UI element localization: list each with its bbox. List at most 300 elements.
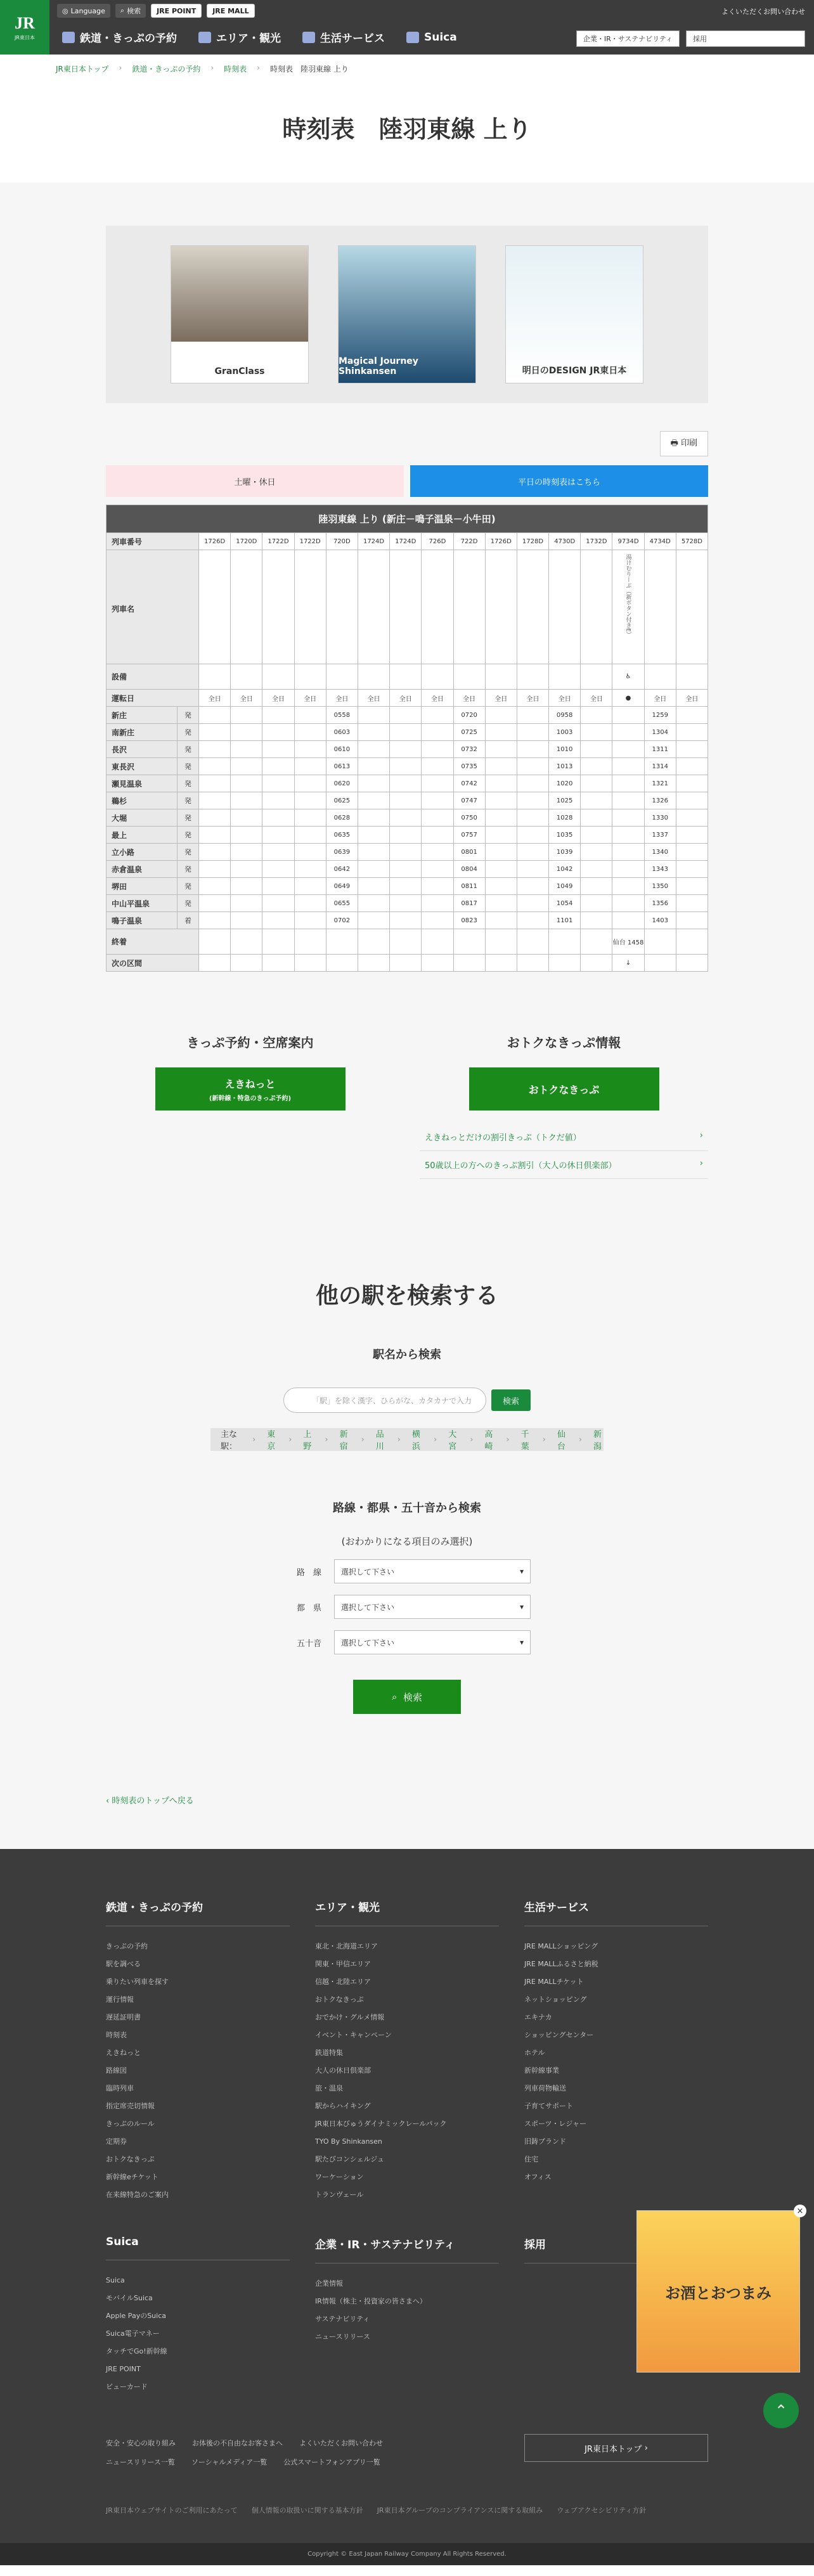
footer-link[interactable]: ホテル <box>524 2049 545 2057</box>
main-station-link[interactable]: 上野 <box>303 1430 312 1452</box>
breadcrumb-current: 時刻表 陸羽東線 上り <box>270 65 349 74</box>
footer-heading[interactable]: 企業・IR・サステナビリティ <box>315 2236 499 2264</box>
main-station-link[interactable]: 大宮 <box>448 1430 457 1452</box>
next-cell <box>199 955 231 972</box>
footer-link[interactable]: おトクなきっぷ <box>315 1995 364 2004</box>
search-icon: ⌕ <box>120 6 125 15</box>
language-button[interactable]: ◎ Language <box>57 4 110 18</box>
time-cell <box>581 741 612 758</box>
next-cell <box>676 955 707 972</box>
time-cell <box>612 741 644 758</box>
footer-link[interactable]: モバイルSuica <box>106 2294 153 2302</box>
time-cell <box>676 792 707 809</box>
footer-link[interactable]: エキナカ <box>524 2013 552 2021</box>
separator: › <box>325 1434 328 1445</box>
train-name-cell <box>485 550 517 664</box>
next-cell <box>422 955 453 972</box>
train-number[interactable]: 726D <box>422 533 453 550</box>
facility-cell <box>262 664 294 690</box>
station-name[interactable]: 中山平温泉 <box>107 895 178 912</box>
global-header <box>0 0 814 55</box>
recruit-button[interactable]: 採用 <box>686 30 805 47</box>
time-cell <box>390 844 422 861</box>
terminal-cell <box>231 929 262 955</box>
jr-top-button[interactable]: JR東日本トップ › <box>524 2434 708 2462</box>
footer-link[interactable]: 東北・北海道エリア <box>315 1942 378 1950</box>
facility-cell <box>485 664 517 690</box>
time-cell: 0649 <box>326 878 358 895</box>
footer-policy-link[interactable]: ウェブアクセシビリティ方針 <box>557 2506 647 2515</box>
time-cell: 0725 <box>453 724 485 741</box>
station-search-button[interactable]: 検索 <box>491 1389 531 1411</box>
days-cell: 全日 <box>422 690 453 707</box>
footer-link[interactable]: ショッピングセンター <box>524 2031 594 2039</box>
train-number[interactable]: 4730D <box>549 533 581 550</box>
breadcrumb-item[interactable]: JR東日本トップ <box>56 65 109 74</box>
time-cell: 0720 <box>453 707 485 724</box>
time-cell: 1337 <box>644 827 676 844</box>
station-name[interactable]: 立小路 <box>107 844 178 861</box>
time-cell <box>294 895 326 912</box>
days-cell: 全日 <box>326 690 358 707</box>
time-cell <box>676 809 707 827</box>
footer-link[interactable]: 定期券 <box>106 2137 127 2146</box>
station-direction: 着 <box>178 912 199 929</box>
train-number[interactable]: 1722D <box>294 533 326 550</box>
footer-link[interactable]: ワーケーション <box>315 2173 364 2181</box>
footer-link[interactable]: 遅延証明書 <box>106 2013 141 2021</box>
terminal-cell <box>199 929 231 955</box>
days-cell: 全日 <box>231 690 262 707</box>
time-cell <box>231 912 262 929</box>
card-icon <box>406 32 419 43</box>
time-cell <box>199 895 231 912</box>
breadcrumb-item[interactable]: 時刻表 <box>224 65 247 74</box>
footer-link[interactable]: TYO By Shinkansen <box>315 2137 382 2146</box>
time-cell: 1010 <box>549 741 581 758</box>
time-cell <box>581 827 612 844</box>
train-number[interactable]: 720D <box>326 533 358 550</box>
time-cell: 1356 <box>644 895 676 912</box>
station-name[interactable]: 東長沢 <box>107 758 178 775</box>
train-number[interactable]: 1728D <box>517 533 548 550</box>
footer-link[interactable]: 新幹線事業 <box>524 2066 559 2075</box>
footer-heading[interactable]: エリア・観光 <box>315 1898 499 1926</box>
banner-area <box>106 226 708 403</box>
main-station-link[interactable]: 品川 <box>375 1430 384 1452</box>
train-name-cell <box>262 550 294 664</box>
next-cell <box>390 955 422 972</box>
footer-link[interactable]: 指定席売切情報 <box>106 2102 155 2110</box>
nav-railway[interactable]: 鉄道・きっぷの予約 <box>62 29 177 45</box>
train-name-cell <box>644 550 676 664</box>
back-to-top-link[interactable]: ‹ 時刻表のトップへ戻る <box>106 1796 194 1806</box>
time-cell: 0625 <box>326 792 358 809</box>
next-cell <box>517 955 548 972</box>
time-cell <box>199 861 231 878</box>
footer-link[interactable]: 路線図 <box>106 2066 127 2075</box>
timetable-caption: 陸羽東線 上り (新庄－鳴子温泉－小牛田) <box>107 505 708 533</box>
wheelchair-icon: ♿ <box>612 664 644 690</box>
time-cell <box>676 861 707 878</box>
search-button[interactable]: ⌕ 検索 <box>115 4 146 18</box>
time-cell <box>199 707 231 724</box>
terminal-cell <box>453 929 485 955</box>
footer-link[interactable]: 乗りたい列車を探す <box>106 1978 169 1986</box>
time-cell <box>485 895 517 912</box>
time-cell <box>581 844 612 861</box>
train-number[interactable]: 1720D <box>231 533 262 550</box>
station-direction: 発 <box>178 707 199 724</box>
time-cell <box>231 895 262 912</box>
globe-icon: ◎ <box>62 6 68 15</box>
station-direction: 発 <box>178 758 199 775</box>
terminal-cell <box>262 929 294 955</box>
jr-logo[interactable]: JR JR東日本 <box>0 0 49 55</box>
main-station-link[interactable]: 横浜 <box>412 1430 421 1452</box>
banner-magical-journey[interactable]: Magical Journey Shinkansen <box>338 245 476 383</box>
train-name-cell <box>612 550 644 664</box>
main-station-link[interactable]: 新宿 <box>339 1430 348 1452</box>
main-station-link[interactable]: 東京 <box>267 1430 276 1452</box>
footer-link[interactable]: 企業情報 <box>315 2279 343 2288</box>
time-cell <box>612 775 644 792</box>
footer-link[interactable]: ビューカード <box>106 2383 148 2391</box>
train-number[interactable]: 1722D <box>262 533 294 550</box>
time-cell <box>294 758 326 775</box>
time-cell <box>422 707 453 724</box>
footer-heading[interactable]: Suica <box>106 2236 290 2260</box>
station-name[interactable]: 瀬見温泉 <box>107 775 178 792</box>
station-name[interactable]: 最上 <box>107 827 178 844</box>
prefecture-select[interactable]: 選択して下さい ▾ <box>334 1595 531 1619</box>
jre-point-button[interactable]: JRE POINT <box>151 4 202 18</box>
time-cell: 0702 <box>326 912 358 929</box>
footer-link[interactable]: JR東日本びゅうダイナミックレールパック <box>315 2120 447 2128</box>
footer-policy-link[interactable]: JR東日本ウェブサイトのご利用にあたって <box>106 2506 238 2515</box>
footer-bottom-link[interactable]: ニュースリリース一覧 <box>106 2458 175 2466</box>
time-cell <box>485 775 517 792</box>
time-cell <box>358 827 389 844</box>
promo-popup[interactable]: お酒とおつまみ <box>636 2210 800 2373</box>
time-cell: 1003 <box>549 724 581 741</box>
time-cell: 0958 <box>549 707 581 724</box>
terminal-cell <box>390 929 422 955</box>
days-cell: 全日 <box>517 690 548 707</box>
footer-link[interactable]: えきねっと <box>106 2049 141 2057</box>
footer-bottom-link[interactable]: 公式スマートフォンアプリ一覧 <box>283 2458 380 2466</box>
time-cell <box>581 861 612 878</box>
footer-policy-link[interactable]: JR東日本グループのコンプライアンスに関する取組み <box>377 2506 543 2515</box>
train-number[interactable]: 1724D <box>390 533 422 550</box>
footer-link[interactable]: Suica <box>106 2276 125 2284</box>
toku-dane-link[interactable]: えきねっとだけの割引きっぷ（トクだ値） › <box>420 1123 708 1151</box>
time-cell <box>231 844 262 861</box>
days-cell: 全日 <box>358 690 389 707</box>
footer-policy-link[interactable]: 個人情報の取扱いに関する基本方針 <box>251 2506 363 2515</box>
time-cell <box>517 792 548 809</box>
kana-select[interactable]: 選択して下さい ▾ <box>334 1630 531 1654</box>
footer-link[interactable]: 在来線特急のご案内 <box>106 2191 169 2199</box>
chevron-down-icon: ▾ <box>519 1567 524 1576</box>
time-cell <box>262 809 294 827</box>
footer-link[interactable]: 住宅 <box>524 2155 538 2163</box>
time-cell <box>358 707 389 724</box>
footer-bottom-link[interactable]: よくいただくお問い合わせ <box>299 2439 383 2447</box>
station-name[interactable]: 堺田 <box>107 878 178 895</box>
footer-link[interactable]: 臨時列車 <box>106 2084 134 2092</box>
time-cell <box>262 827 294 844</box>
footer-link[interactable]: サステナビリティ <box>315 2315 370 2323</box>
time-cell <box>612 912 644 929</box>
footer-link[interactable]: Suica電子マネー <box>106 2329 160 2338</box>
days-cell: ● <box>612 690 644 707</box>
footer-link[interactable]: IR情報（株主・投資家の皆さまへ） <box>315 2297 427 2305</box>
time-cell <box>581 912 612 929</box>
station-name[interactable]: 長沢 <box>107 741 178 758</box>
terminal-cell: 仙台 1458 <box>612 929 644 955</box>
time-cell <box>390 912 422 929</box>
footer-bottom-link[interactable]: お体後の不自由なお客さまへ <box>192 2439 283 2447</box>
map-icon <box>198 32 211 43</box>
time-cell <box>676 724 707 741</box>
time-cell: 0558 <box>326 707 358 724</box>
footer-link[interactable]: おトクなきっぷ <box>106 2155 155 2163</box>
footer-link[interactable]: 旅・温泉 <box>315 2084 343 2092</box>
search-by-name-title: 駅名から検索 <box>373 1348 441 1362</box>
time-cell <box>199 844 231 861</box>
footer-link[interactable]: 駅からハイキング <box>315 2102 371 2110</box>
separator: › <box>397 1434 401 1445</box>
train-number[interactable]: 5728D <box>676 533 707 550</box>
days-cell: 全日 <box>676 690 707 707</box>
train-number[interactable]: 1724D <box>358 533 389 550</box>
time-cell <box>262 792 294 809</box>
footer-link[interactable]: ニュースリリース <box>315 2333 370 2341</box>
main-station-link[interactable]: 仙台 <box>557 1430 565 1452</box>
time-cell <box>294 707 326 724</box>
train-name-cell <box>390 550 422 664</box>
breadcrumb-item[interactable]: 鉄道・きっぷの予約 <box>132 65 201 74</box>
time-cell <box>485 861 517 878</box>
time-cell <box>485 878 517 895</box>
time-cell: 0801 <box>453 844 485 861</box>
footer-link[interactable]: トランヴェール <box>315 2191 364 2199</box>
time-cell <box>262 912 294 929</box>
nav-suica[interactable]: Suica <box>406 29 457 45</box>
terminal-cell <box>485 929 517 955</box>
page-title: 時刻表 陸羽東線 上り <box>282 115 532 143</box>
time-cell <box>422 775 453 792</box>
time-cell: 1311 <box>644 741 676 758</box>
time-cell: 0747 <box>453 792 485 809</box>
next-cell <box>453 955 485 972</box>
main-station-link[interactable]: 千葉 <box>520 1430 529 1452</box>
time-cell <box>612 878 644 895</box>
tab-holiday[interactable]: 土曜・休日 <box>106 465 404 497</box>
time-cell <box>358 895 389 912</box>
tab-weekday[interactable]: 平日の時刻表はこちら <box>410 465 708 497</box>
train-name-cell <box>294 550 326 664</box>
time-cell <box>294 724 326 741</box>
station-direction: 発 <box>178 827 199 844</box>
time-cell: 0620 <box>326 775 358 792</box>
time-cell <box>517 809 548 827</box>
time-cell <box>422 809 453 827</box>
footer-heading[interactable]: 生活サービス <box>524 1898 708 1926</box>
time-cell <box>199 724 231 741</box>
time-cell <box>612 895 644 912</box>
footer-link[interactable]: 旧鋳ブランド <box>524 2137 566 2146</box>
main-area: GranClass Magical Journey Shinkansen 明日のDESIGN JR東日本 🖶 印刷 土曜・休日 平日の時刻表はこちら 陸羽東線 上り (新庄－鳴子温泉－小牛田) 列車番号 1726D 1720D 1722D 1722D 720D 1724D 1724D 726D 722D 1726D 1728D 4730D 1732D 9734D 4734D 5728D 列車名 湯けむりーぶ（新ボタン付きE） 設備 ♿ 運転日 全日 全日 全日 全日 全日 全日 全日 全日 全日 全日 全日 全日 全日 ● 全日 全日 新庄 発 0558 0720 0958 1259 南新庄 発 0603 0725 1003 1304 長沢 発 0610 0732 1010 1311 東長沢 発 0613 0735 1013 1314 瀬見温泉 発 0620 0742 1020 1321 鵜杉 発 0625 0747 1025 1326 大堀 発 0628 0750 1028 1330 最上 発 0635 0757 1035 1337 立小路 発 0639 0801 1039 1340 赤倉温泉 発 0642 0804 1042 1343 堺田 発 0649 0811 1049 1350 中山平温泉 発 0655 0817 1054 1356 鳴子温泉 着 0702 0823 1101 1403 終着 仙台 1458 次の区間 ↓ きっぷ予約・空席案内 えきねっと (新幹線・特急のきっぷ予約) おトクなきっぷ情報 おトクなきっぷ えきねっとだけの割引きっぷ（トクだ値） › 50歳以上の方へのきっぷ割引（大人の休日倶楽部） › 他の駅を検索する 駅名から検索 「駅」を除く漢字、ひらがな、カタカナで入力 検索 主な駅： › 東京 › 上野 › 新宿 › 品川 › 横浜 › 大宮 › 高崎 › 千葉 › 仙台 › 新潟 路線・都県・五十音から検索 (おわかりになる項目のみ選択) 路 線 選択して下さい ▾ 都 県 選択して下さい ▾ 五十音 選択して下さい ▾ ⌕ 検索 ‹ 時刻表のトップへ戻る <box>0 183 814 1849</box>
footer-link[interactable]: タッチでGo!新幹線 <box>106 2347 167 2355</box>
time-cell <box>199 809 231 827</box>
ekinet-button[interactable]: えきねっと (新幹線・特急のきっぷ予約) <box>155 1067 346 1111</box>
time-cell <box>517 741 548 758</box>
next-cell <box>358 955 389 972</box>
banner-granclass[interactable]: GranClass <box>171 245 309 383</box>
time-cell <box>612 758 644 775</box>
station-name[interactable]: 新庄 <box>107 707 178 724</box>
footer-link[interactable]: 関東・甲信エリア <box>315 1960 371 1968</box>
page-top-button[interactable] <box>763 2393 799 2428</box>
time-cell <box>422 741 453 758</box>
footer-column <box>315 2236 499 2396</box>
faq-link[interactable]: よくいただくお問い合わせ <box>721 8 805 16</box>
time-cell <box>294 912 326 929</box>
time-cell <box>422 758 453 775</box>
footer-link[interactable]: 信越・北陸エリア <box>315 1978 371 1986</box>
footer-link[interactable]: JRE POINT <box>106 2365 141 2373</box>
footer-link[interactable]: イベント・キャンペーン <box>315 2031 392 2039</box>
days-cell: 全日 <box>390 690 422 707</box>
station-name[interactable]: 南新庄 <box>107 724 178 741</box>
footer-link[interactable]: 駅たびコンシェルジュ <box>315 2155 385 2163</box>
footer-link[interactable]: Apple PayのSuica <box>106 2312 166 2320</box>
footer-link[interactable]: ネットショッピング <box>524 1995 587 2004</box>
time-cell <box>199 775 231 792</box>
close-icon[interactable]: × <box>794 2205 806 2217</box>
separator: › <box>470 1434 474 1445</box>
footer-link[interactable]: JRE MALLチケット <box>524 1978 584 1986</box>
footer-link[interactable]: 時刻表 <box>106 2031 127 2039</box>
time-cell <box>612 724 644 741</box>
footer-heading[interactable]: 採用 <box>524 2236 708 2264</box>
otona-link[interactable]: 50歳以上の方へのきっぷ割引（大人の休日倶楽部） › <box>420 1151 708 1179</box>
footer-link[interactable]: 大人の休日倶楽部 <box>315 2066 371 2075</box>
footer-heading[interactable]: 鉄道・きっぷの予約 <box>106 1898 290 1926</box>
time-cell <box>199 758 231 775</box>
footer-link[interactable]: JRE MALLショッピング <box>524 1942 598 1950</box>
main-station-link[interactable]: 新潟 <box>593 1430 602 1452</box>
station-direction: 発 <box>178 809 199 827</box>
station-name[interactable]: 赤倉温泉 <box>107 861 178 878</box>
train-number[interactable]: 1726D <box>199 533 231 550</box>
train-number[interactable]: 1732D <box>581 533 612 550</box>
footer-bottom-link[interactable]: ソーシャルメディア一覧 <box>191 2458 268 2466</box>
time-cell <box>517 861 548 878</box>
nav-life[interactable]: 生活サービス <box>302 29 385 45</box>
station-direction: 発 <box>178 878 199 895</box>
time-cell <box>517 827 548 844</box>
terminal-cell <box>326 929 358 955</box>
time-cell <box>612 861 644 878</box>
train-number[interactable]: 722D <box>453 533 485 550</box>
footer-link[interactable]: 列車荷物輸送 <box>524 2084 566 2092</box>
train-name-cell <box>581 550 612 664</box>
footer-link[interactable]: 運行情報 <box>106 1995 134 2004</box>
corp-button[interactable]: 企業・IR・サステナビリティ <box>576 30 680 47</box>
time-cell <box>358 775 389 792</box>
facility-cell <box>676 664 707 690</box>
footer-column <box>524 1898 708 2204</box>
footer-link[interactable]: 鉄道特集 <box>315 2049 343 2057</box>
train-name-cell <box>453 550 485 664</box>
footer-link[interactable]: 駅を調べる <box>106 1960 141 1968</box>
facility-cell <box>358 664 389 690</box>
footer-link[interactable]: JRE MALLふるさと納税 <box>524 1960 598 1968</box>
footer-link[interactable]: 新幹線eチケット <box>106 2173 158 2181</box>
banner-design[interactable]: 明日のDESIGN JR東日本 <box>505 245 643 383</box>
days-cell: 全日 <box>262 690 294 707</box>
time-cell: 0811 <box>453 878 485 895</box>
train-number[interactable]: 4734D <box>644 533 676 550</box>
separator: › <box>434 1434 437 1445</box>
footer-link[interactable]: きっぷの予約 <box>106 1942 148 1950</box>
footer-link[interactable]: スポーツ・レジャー <box>524 2120 587 2128</box>
train-number[interactable]: 1726D <box>485 533 517 550</box>
value-ticket-button[interactable]: おトクなきっぷ <box>469 1067 659 1111</box>
time-cell <box>358 809 389 827</box>
train-name-cell <box>231 550 262 664</box>
footer-link[interactable]: きっぷのルール <box>106 2120 155 2128</box>
print-button[interactable]: 🖶 印刷 <box>660 431 708 456</box>
chevron-down-icon: ▾ <box>519 1638 524 1647</box>
time-cell <box>294 775 326 792</box>
time-cell <box>231 707 262 724</box>
ticket-section <box>106 1033 708 1111</box>
days-cell: 全日 <box>453 690 485 707</box>
station-name[interactable]: 鵜杉 <box>107 792 178 809</box>
terminal-header: 終着 <box>107 929 199 955</box>
station-name[interactable]: 鳴子温泉 <box>107 912 178 929</box>
time-cell: 1042 <box>549 861 581 878</box>
jre-mall-button[interactable]: JRE MALL <box>207 4 254 18</box>
train-number[interactable]: 9734D <box>612 533 644 550</box>
footer-link[interactable]: おでかけ・グルメ情報 <box>315 2013 385 2021</box>
time-cell <box>199 741 231 758</box>
search-submit-button[interactable]: ⌕ 検索 <box>353 1680 461 1714</box>
footer-link[interactable]: 子育てサポート <box>524 2102 573 2110</box>
ticket-reserve-title: きっぷ予約・空席案内 <box>186 1035 314 1050</box>
time-cell <box>262 724 294 741</box>
main-station-link[interactable]: 高崎 <box>484 1430 493 1452</box>
time-cell: 1039 <box>549 844 581 861</box>
time-cell <box>517 775 548 792</box>
nav-area[interactable]: エリア・観光 <box>198 29 281 45</box>
line-select[interactable]: 選択して下さい ▾ <box>334 1559 531 1583</box>
footer-link[interactable]: オフィス <box>524 2173 552 2181</box>
time-cell <box>199 912 231 929</box>
facility-cell <box>199 664 231 690</box>
time-cell: 0735 <box>453 758 485 775</box>
footer-bottom-link[interactable]: 安全・安心の取り組み <box>106 2439 176 2447</box>
station-search-input[interactable]: 「駅」を除く漢字、ひらがな、カタカナで入力 <box>283 1388 486 1413</box>
time-cell <box>485 724 517 741</box>
time-cell <box>294 792 326 809</box>
station-name[interactable]: 大堀 <box>107 809 178 827</box>
time-cell <box>262 878 294 895</box>
